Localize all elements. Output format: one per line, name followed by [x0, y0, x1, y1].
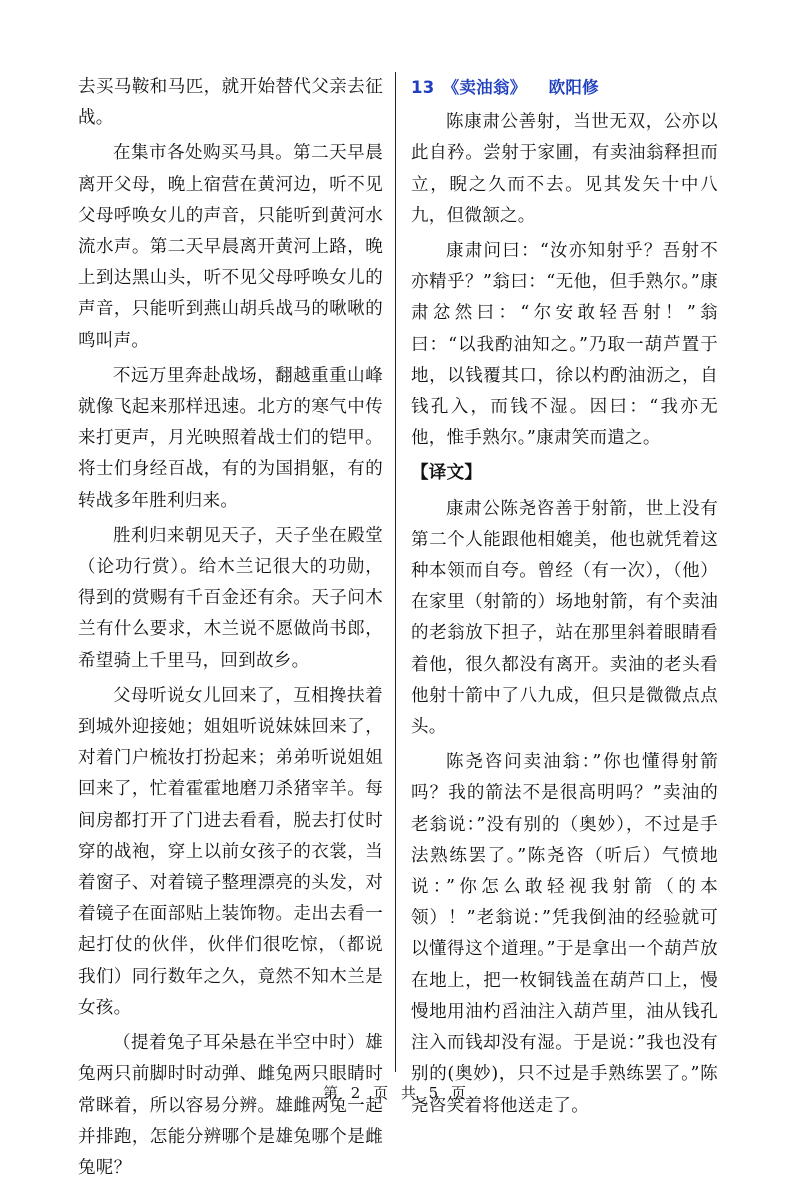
translation-paragraph-1: 康肃公陈尧咨善于射箭，世上没有第二个人能跟他相媲美，他也就凭着这种本领而自夸。曾经（有一次），（他）在家里（射箭的）场地射箭，有个卖油的老翁放下担子，站在那里斜着眼睛看着他，很久都没有离开。卖油的老头看他射十箭中了八九成，但只是微微点点头。 — [411, 498, 718, 738]
translation-label: 【译文】 — [411, 463, 483, 484]
page-footer: 第 2 页 共 5 页 — [323, 1084, 470, 1102]
left-paragraph-2: 在集市各处购买马具。第二天早晨离开父母，晚上宿营在黄河边，听不见父母呼唤女儿的声音，只能听到黄河水流水声。第二天早晨离开黄河上路，晚上到达黑山头，听不见父母呼唤女儿的声音，只能听到燕山胡兵战马的啾啾的鸣叫声。 — [78, 143, 383, 351]
left-column — [78, 72, 383, 1188]
left-paragraph-5: 父母听说女儿回来了，互相搀扶着到城外迎接她；姐姐听说妹妹回来了，对着门户梳妆打扮起来；弟弟听说姐姐回来了，忙着霍霍地磨刀杀猪宰羊。每间房都打开了门进去看看，脱去打仗时穿的战袍，穿上以前女孩子的衣裳，当着窗子、对着镜子整理漂亮的头发，对着镜子在面部贴上装饰物。走出去看一起打仗的伙伴，伙伴们很吃惊，（都说我们）同行数年之久，竟然不知木兰是女孩。 — [78, 685, 383, 1018]
lesson-heading — [411, 72, 718, 103]
lesson-author: 欧阳修 — [548, 78, 599, 97]
left-paragraph-4: 胜利归来朝见天子，天子坐在殿堂（论功行赏）。给木兰记很大的功勋，得到的赏赐有千百金还有余。天子问木兰有什么要求，木兰说不愿做尚书郎，希望骑上千里马，回到故乡。 — [78, 525, 383, 671]
lesson-number: 13 — [411, 78, 435, 97]
left-paragraph-1: 去买马鞍和马匹，就开始替代父亲去征战。 — [78, 77, 383, 129]
lesson-title: 《卖油翁》 — [442, 78, 527, 97]
translation-paragraph-2: 陈尧咨问卖油翁：”你也懂得射箭吗？我的箭法不是很高明吗？”卖油的老翁说：”没有别的（奥妙），不过是手法熟练罢了。”陈尧咨（听后）气愤地说：”你怎么敢轻视我射箭（的本领）！”老翁说：”凭我倒油的经验就可以懂得这个道理。”于是拿出一个葫芦放在地上，把一枚铜钱盖在葫芦口上，慢慢地用油杓舀油注入葫芦里，油从钱孔注入而钱却没有湿。于是说：”我也没有别的(奥妙)，只不过是手熟练罢了。”陈尧咨笑着将他送走了。 — [411, 752, 718, 1116]
left-paragraph-6: （提着兔子耳朵悬在半空中时）雄兔两只前脚时时动弹、雌兔两只眼睛时常眯着，所以容易分辨。雄雌两兔一起并排跑，怎能分辨哪个是雄兔哪个是雌兔呢？ — [78, 1033, 383, 1178]
original-paragraph-1: 陈康肃公善射，当世无双，公亦以此自矜。尝射于家圃，有卖油翁释担而立，睨之久而不去。见其发矢十中八九，但微颔之。 — [411, 112, 718, 226]
left-paragraph-3: 不远万里奔赴战场，翻越重重山峰就像飞起来那样迅速。北方的寒气中传来打更声，月光映照着战士们的铠甲。将士们身经百战，有的为国捐躯，有的转战多年胜利归来。 — [78, 365, 383, 511]
column-divider — [395, 72, 396, 1072]
right-column — [411, 72, 718, 1126]
original-paragraph-2: 康肃问曰：“汝亦知射乎？吾射不亦精乎？”翁曰：“无他，但手熟尔。”康肃忿然曰：“尔安敢轻吾射！”翁曰：“以我酌油知之。”乃取一葫芦置于地，以钱覆其口，徐以杓酌油沥之，自钱孔入，而钱不湿。因曰：“我亦无他，惟手熟尔。”康肃笑而遣之。 — [411, 241, 718, 449]
